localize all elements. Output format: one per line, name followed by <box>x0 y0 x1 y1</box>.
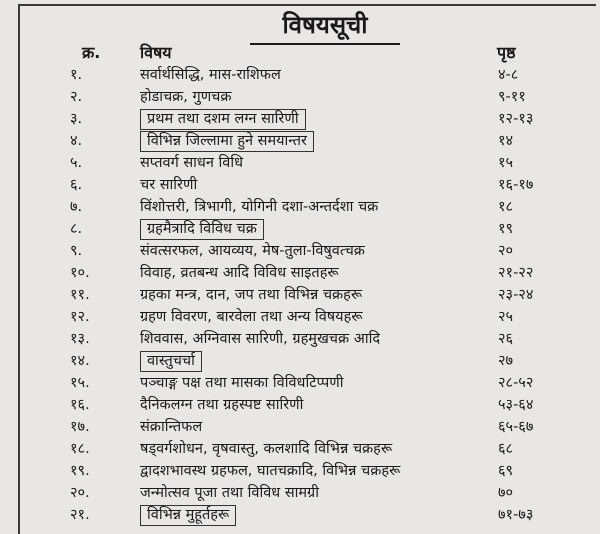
list-item <box>0 394 600 416</box>
item-number: १३. <box>70 331 90 347</box>
item-subject: ग्रहण विवरण, बारवेला तथा अन्य विषयहरू <box>140 309 363 325</box>
item-page: १४ <box>498 133 514 149</box>
list-item <box>0 482 600 504</box>
list-item <box>0 284 600 306</box>
item-page: २१-२२ <box>498 265 534 281</box>
item-subject: षड्वर्गशोधन, वृषवास्तु, कलशादि विभिन्न चक्रहरू <box>140 441 393 457</box>
item-page: २३-२४ <box>498 287 534 303</box>
list-item <box>0 218 600 240</box>
list-item <box>0 504 600 526</box>
item-subject: ग्रहका मन्त्र, दान, जप तथा विभिन्न चक्रहरू <box>140 287 363 303</box>
item-number: ८. <box>70 221 83 237</box>
list-item <box>0 130 600 152</box>
item-number: १२. <box>70 309 90 325</box>
item-subject: शिववास, अग्निवास सारिणी, ग्रहमुखचक्र आदि <box>140 331 381 347</box>
list-item <box>0 350 600 372</box>
list-item <box>0 262 600 284</box>
item-number: १. <box>70 67 83 83</box>
list-item <box>0 108 600 130</box>
item-subject: जन्मोत्सव पूजा तथा विविध सामग्री <box>140 485 319 501</box>
item-page: १९ <box>498 221 514 237</box>
list-item <box>0 306 600 328</box>
item-number: १७. <box>70 419 90 435</box>
list-item <box>0 328 600 350</box>
item-page: २५ <box>498 309 514 325</box>
item-subject: चर सारिणी <box>140 177 198 193</box>
item-subject: विभिन्न जिल्लामा हुने समयान्तर <box>140 131 314 152</box>
list-item <box>0 438 600 460</box>
item-subject: सप्तवर्ग साधन विधि <box>140 155 243 171</box>
item-subject: संक्रान्तिफल <box>140 419 203 435</box>
item-subject: विभिन्न मुहूर्तहरू <box>140 505 236 526</box>
item-page: ७१-७३ <box>498 507 534 523</box>
item-page: ९-११ <box>498 89 526 105</box>
contents-list <box>0 64 600 526</box>
item-page: १८ <box>498 199 514 215</box>
item-subject: द्वादशभावस्थ ग्रहफल, घातचक्रादि, विभिन्न चक्रहरू <box>140 463 401 479</box>
item-page: २० <box>498 243 514 259</box>
item-page: ७० <box>498 485 514 501</box>
item-subject: संवत्सरफल, आयव्यय, मेष-तुला-विषुवत्चक्र <box>140 243 365 259</box>
item-subject: विंशोत्तरी, त्रिभागी, योगिनी दशा-अन्तर्दशा चक्र <box>140 199 379 215</box>
item-number: ४. <box>70 133 83 149</box>
item-subject: विवाह, व्रतबन्ध आदि विविध साइतहरू <box>140 265 339 281</box>
page-title: विषयसूची <box>250 8 400 45</box>
item-number: ७. <box>70 199 83 215</box>
list-item <box>0 460 600 482</box>
item-page: ६८ <box>498 441 514 457</box>
item-number: १०. <box>70 265 90 281</box>
item-number: १४. <box>70 353 90 369</box>
item-page: २६ <box>498 331 514 347</box>
item-number: ९. <box>70 243 83 259</box>
header-subject: विषय <box>140 43 172 62</box>
list-item <box>0 152 600 174</box>
list-item <box>0 240 600 262</box>
item-page: ५३-६४ <box>498 397 534 413</box>
item-number: १९. <box>70 463 90 479</box>
item-page: १६-१७ <box>498 177 534 193</box>
item-subject: पञ्चाङ्ग पक्ष तथा मासका विविधटिप्पणी <box>140 375 344 391</box>
item-number: ३. <box>70 111 83 127</box>
header-page: पृष्ठ <box>497 43 516 62</box>
item-number: २०. <box>70 485 90 501</box>
item-subject: सर्वार्थसिद्धि, मास-राशिफल <box>140 67 281 83</box>
item-page: ६९ <box>498 463 514 479</box>
item-page: १५ <box>498 155 514 171</box>
list-item <box>0 372 600 394</box>
item-number: ६. <box>70 177 83 193</box>
list-item <box>0 64 600 86</box>
item-subject: दैनिकलग्न तथा ग्रहस्पष्ट सारिणी <box>140 397 304 413</box>
item-number: १८. <box>70 441 90 457</box>
list-item <box>0 196 600 218</box>
item-page: १२-१३ <box>498 111 534 127</box>
list-item <box>0 86 600 108</box>
item-subject: ग्रहमैत्रादि विविध चक्र <box>140 219 264 240</box>
item-page: २८-५२ <box>498 375 534 391</box>
item-subject: होडाचक्र, गुणचक्र <box>140 89 232 105</box>
item-number: १६. <box>70 397 90 413</box>
item-subject: प्रथम तथा दशम लग्न सारिणी <box>140 109 306 130</box>
item-page: ६५-६७ <box>498 419 534 435</box>
list-item <box>0 416 600 438</box>
item-number: २१. <box>70 507 90 523</box>
item-page: ४-८ <box>498 67 519 83</box>
item-number: ११. <box>70 287 90 303</box>
item-subject: वास्तुचर्चा <box>140 351 202 372</box>
header-number: क्र. <box>82 43 101 62</box>
list-item <box>0 174 600 196</box>
item-number: १५. <box>70 375 90 391</box>
item-number: २. <box>70 89 83 105</box>
item-page: २७ <box>498 353 514 369</box>
table-header <box>0 41 600 63</box>
item-number: ५. <box>70 155 83 171</box>
